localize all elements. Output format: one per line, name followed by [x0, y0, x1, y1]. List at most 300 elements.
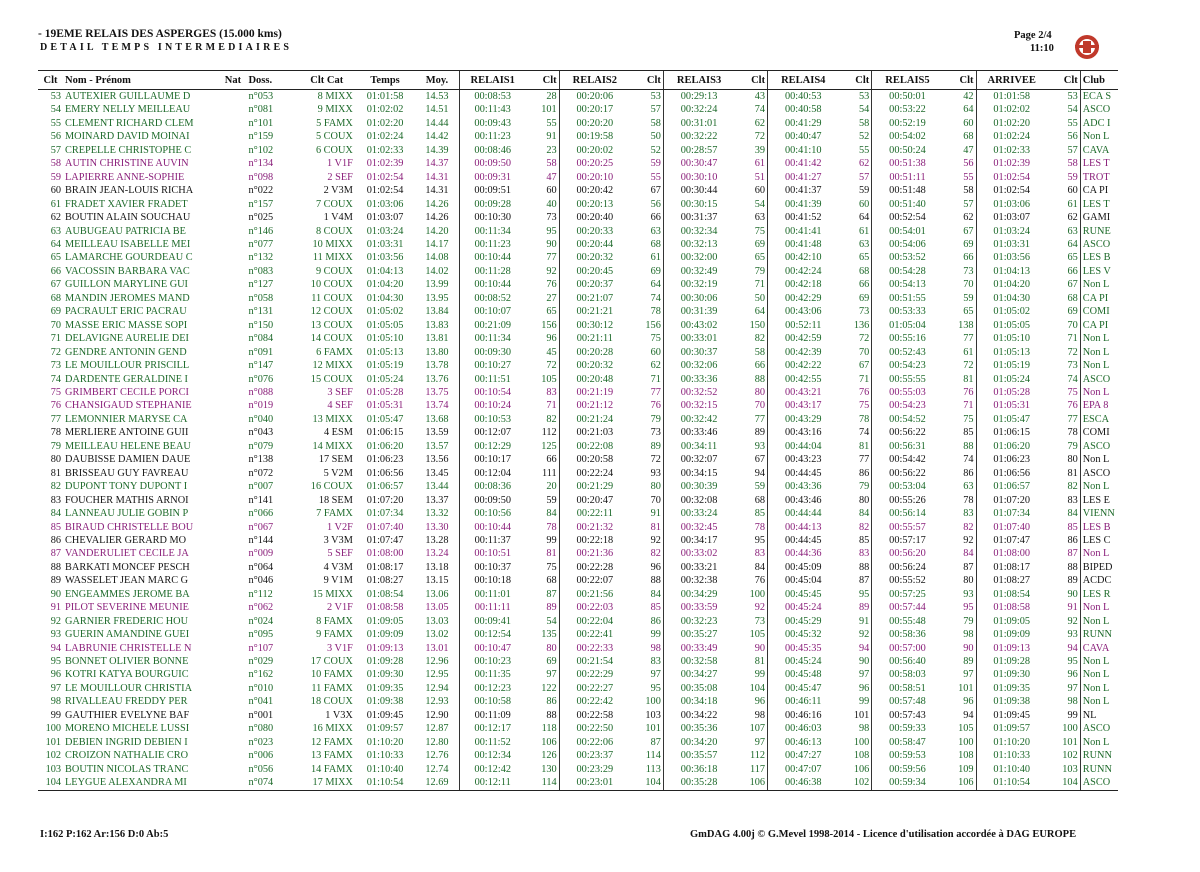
- table-cell: 78: [50, 427, 62, 439]
- table-cell: 01:09:57: [976, 722, 1047, 735]
- table-cell: 00:42:24: [768, 265, 839, 278]
- table-cell: RIVALLEAU FREDDY PER: [65, 696, 188, 708]
- table-cell: 00:21:36: [559, 547, 630, 560]
- table-cell: 90: [546, 238, 557, 250]
- table-cell: 14 MIXX: [312, 440, 353, 452]
- table-cell: 18 COUX: [310, 696, 353, 708]
- table-cell: 01:06:56: [366, 467, 404, 479]
- table-row: [38, 103, 1118, 116]
- table-cell: 94: [963, 709, 974, 721]
- table-cell: 00:34:27: [663, 668, 734, 681]
- table-row: [38, 278, 1118, 291]
- table-cell: 00:47:07: [768, 763, 839, 776]
- table-cell: 82: [546, 413, 557, 425]
- table-cell: 01:02:20: [366, 117, 404, 129]
- table-cell: 00:32:08: [663, 494, 734, 507]
- table-cell: 3 V3M: [323, 534, 353, 546]
- table-cell: n°150: [248, 319, 274, 331]
- table-cell: 00:59:33: [872, 722, 943, 735]
- table-cell: 01:05:02: [366, 306, 404, 318]
- table-cell: 00:22:41: [559, 628, 630, 641]
- table-cell: 00:10:18: [459, 574, 526, 587]
- table-cell: GAUTHIER EVELYNE BAF: [65, 709, 190, 721]
- table-cell: 01:05:05: [976, 319, 1047, 332]
- table-cell: 83: [859, 548, 870, 560]
- table-cell: 00:30:47: [663, 157, 734, 170]
- table-cell: 136: [853, 319, 870, 331]
- table-cell: [219, 668, 246, 681]
- table-cell: n°058: [248, 292, 274, 304]
- table-cell: 00:54:28: [872, 265, 943, 278]
- table-cell: 89: [650, 440, 661, 452]
- table-cell: 00:34:11: [663, 440, 734, 453]
- table-cell: 01:08:54: [976, 588, 1047, 601]
- table-cell: 00:10:56: [459, 507, 526, 520]
- table-cell: 13.24: [425, 548, 449, 560]
- table-cell: 83: [963, 508, 974, 520]
- table-cell: 63: [1067, 225, 1078, 237]
- table-cell: [219, 319, 246, 332]
- table-cell: 1 V2F: [327, 521, 353, 533]
- table-cell: 00:56:14: [872, 507, 943, 520]
- table-cell: 63: [650, 225, 661, 237]
- table-cell: PILOT SEVERINE MEUNIE: [65, 602, 189, 614]
- table-cell: 67: [650, 185, 661, 197]
- table-cell: [219, 507, 246, 520]
- table-cell: 01:02:20: [976, 117, 1047, 130]
- table-row: [38, 642, 1118, 655]
- table-cell: [219, 305, 246, 318]
- table-cell: 98: [50, 696, 62, 708]
- table-cell: 95: [963, 602, 974, 614]
- table-row: [38, 144, 1118, 157]
- table-cell: 00:58:51: [872, 682, 943, 695]
- table-row: [38, 682, 1118, 695]
- table-cell: 39: [754, 144, 766, 156]
- table-cell: 40: [546, 198, 557, 210]
- table-cell: 93: [754, 440, 766, 452]
- report-subtitle: DETAIL TEMPS INTERMEDIAIRES: [40, 42, 293, 53]
- table-cell: 00:22:58: [559, 709, 630, 722]
- table-cell: AUTIN CHRISTINE AUVIN: [65, 158, 189, 170]
- table-cell: 00:51:11: [872, 171, 943, 184]
- table-cell: 74: [754, 104, 766, 116]
- table-cell: LANNEAU JULIE GOBIN P: [65, 508, 189, 520]
- table-row: [38, 198, 1118, 211]
- table-cell: ECA S: [1080, 90, 1118, 104]
- table-cell: 84: [546, 508, 557, 520]
- table-cell: 13.32: [425, 508, 449, 520]
- table-cell: 00:44:36: [768, 547, 839, 560]
- table-cell: 68: [754, 494, 766, 506]
- table-cell: VACOSSIN BARBARA VAC: [65, 265, 190, 277]
- table-cell: DELAVIGNE AURELIE DEI: [65, 333, 189, 345]
- table-cell: [219, 642, 246, 655]
- table-cell: 01:06:23: [976, 453, 1047, 466]
- table-cell: 00:12:54: [459, 628, 526, 641]
- table-cell: 00:54:52: [872, 413, 943, 426]
- table-cell: 1 V1F: [327, 158, 353, 170]
- page-number: Page 2/4: [1014, 30, 1052, 41]
- table-cell: 00:10:53: [459, 413, 526, 426]
- table-cell: 101: [853, 709, 870, 721]
- table-cell: 78: [963, 494, 974, 506]
- table-cell: [219, 399, 246, 412]
- table-cell: 00:33:46: [663, 426, 734, 439]
- table-cell: 01:02:24: [976, 130, 1047, 143]
- table-row: [38, 319, 1118, 332]
- table-cell: 00:56:31: [872, 440, 943, 453]
- table-cell: MORENO MICHELE LUSSI: [65, 723, 190, 735]
- table-cell: 00:20:02: [559, 144, 630, 157]
- table-cell: 98: [963, 629, 974, 641]
- table-cell: 103: [645, 709, 661, 721]
- table-cell: 101: [645, 723, 661, 735]
- table-cell: 12.87: [425, 723, 449, 735]
- table-cell: LES E: [1080, 494, 1118, 507]
- table-cell: 81: [859, 440, 870, 452]
- table-cell: 5 V2M: [323, 467, 353, 479]
- table-cell: 5 COUX: [315, 131, 353, 143]
- table-cell: 13.44: [425, 481, 449, 493]
- table-cell: 86: [859, 467, 870, 479]
- table-cell: 01:09:05: [366, 615, 404, 627]
- table-cell: n°132: [248, 252, 274, 264]
- table-cell: [219, 480, 246, 493]
- table-cell: 60: [1067, 185, 1078, 197]
- table-cell: 104: [630, 776, 663, 790]
- table-cell: AUBUGEAU PATRICIA BE: [65, 225, 186, 237]
- table-cell: 00:45:24: [768, 655, 839, 668]
- table-cell: 00:20:42: [559, 184, 630, 197]
- table-cell: n°077: [248, 238, 274, 250]
- table-cell: 65: [546, 306, 557, 318]
- table-cell: 82: [1067, 481, 1078, 493]
- table-cell: 01:07:34: [976, 507, 1047, 520]
- table-cell: 14.31: [425, 185, 449, 197]
- table-cell: 00:09:28: [459, 198, 526, 211]
- table-cell: 10 COUX: [310, 279, 353, 291]
- table-cell: Non L: [1080, 359, 1118, 372]
- table-cell: 82: [754, 333, 766, 345]
- table-cell: 00:59:56: [872, 763, 943, 776]
- table-cell: 12 MIXX: [312, 360, 353, 372]
- table-row: [38, 534, 1118, 547]
- table-cell: 00:21:29: [559, 480, 630, 493]
- table-cell: 89: [963, 656, 974, 668]
- table-cell: 14.26: [425, 198, 449, 210]
- table-cell: 59: [50, 171, 62, 183]
- table-cell: 00:53:22: [872, 103, 943, 116]
- table-cell: 91: [859, 615, 870, 627]
- table-cell: 00:20:32: [559, 251, 630, 264]
- table-cell: 00:22:33: [559, 642, 630, 655]
- table-cell: 01:06:20: [976, 440, 1047, 453]
- table-cell: 13.83: [425, 319, 449, 331]
- table-row: [38, 184, 1118, 197]
- table-cell: 01:05:24: [976, 373, 1047, 386]
- table-cell: 00:21:11: [559, 332, 630, 345]
- table-cell: 01:02:24: [366, 131, 404, 143]
- table-cell: 00:33:36: [663, 373, 734, 386]
- table-cell: 156: [645, 319, 661, 331]
- table-cell: 00:32:38: [663, 574, 734, 587]
- table-cell: 68: [650, 238, 661, 250]
- table-cell: 00:30:15: [663, 198, 734, 211]
- table-cell: 13.30: [425, 521, 449, 533]
- table-cell: 5 SEF: [327, 548, 353, 560]
- table-cell: [219, 695, 246, 708]
- table-cell: DARDENTE GERALDINE I: [65, 373, 188, 385]
- table-cell: 82: [859, 521, 870, 533]
- table-cell: Non L: [1080, 601, 1118, 614]
- table-cell: 00:57:17: [872, 534, 943, 547]
- table-cell: 77: [963, 333, 974, 345]
- table-cell: 00:12:17: [459, 722, 526, 735]
- table-cell: 99: [754, 669, 766, 681]
- table-cell: 00:11:35: [459, 668, 526, 681]
- table-cell: LES T: [1080, 157, 1118, 170]
- table-cell: CHANSIGAUD STEPHANIE: [65, 400, 192, 412]
- table-cell: 59: [1067, 171, 1078, 183]
- col-header: RELAIS1: [459, 71, 526, 90]
- table-cell: LEYGUE ALEXANDRA MI: [63, 776, 219, 790]
- table-cell: 54: [859, 104, 870, 116]
- table-cell: n°079: [248, 440, 274, 452]
- table-cell: 00:35:57: [663, 749, 734, 762]
- table-cell: 00:21:24: [559, 413, 630, 426]
- table-cell: BIRAUD CHRISTELLE BOU: [65, 521, 194, 533]
- table-cell: 52: [650, 144, 661, 156]
- table-cell: 84: [754, 561, 766, 573]
- table-row: [38, 521, 1118, 534]
- table-cell: 00:55:03: [872, 386, 943, 399]
- col-header: Clt: [630, 71, 663, 90]
- table-cell: 01:02:54: [366, 171, 404, 183]
- table-cell: 00:53:33: [872, 305, 943, 318]
- table-cell: 14.42: [425, 131, 449, 143]
- table-cell: 57: [963, 198, 974, 210]
- table-cell: 114: [645, 750, 661, 762]
- table-row: [38, 668, 1118, 681]
- table-row: [38, 655, 1118, 668]
- table-cell: 63: [754, 212, 766, 224]
- table-cell: 55: [50, 117, 62, 129]
- table-cell: 88: [650, 575, 661, 587]
- table-cell: 00:45:29: [768, 615, 839, 628]
- table-cell: 00:35:36: [663, 722, 734, 735]
- table-cell: 00:33:02: [663, 547, 734, 560]
- table-cell: 72: [650, 454, 661, 466]
- table-cell: 00:21:19: [559, 386, 630, 399]
- table-cell: 69: [50, 306, 62, 318]
- table-cell: 00:09:50: [459, 157, 526, 170]
- table-cell: [219, 601, 246, 614]
- table-cell: 01:07:40: [366, 521, 404, 533]
- table-cell: 00:30:44: [663, 184, 734, 197]
- table-cell: 00:12:34: [459, 749, 526, 762]
- table-cell: 00:22:29: [559, 668, 630, 681]
- table-cell: 00:57:25: [872, 588, 943, 601]
- table-cell: 01:10:33: [976, 749, 1047, 762]
- table-cell: 88: [50, 561, 62, 573]
- table-cell: 86: [1067, 534, 1078, 546]
- table-cell: 13.84: [425, 306, 449, 318]
- table-cell: n°159: [248, 131, 274, 143]
- table-cell: 00:12:04: [459, 467, 526, 480]
- table-cell: 60: [546, 185, 557, 197]
- table-cell: 66: [754, 360, 766, 372]
- table-cell: 12.69: [415, 776, 459, 790]
- table-cell: 74: [963, 454, 974, 466]
- table-cell: 00:22:08: [559, 440, 630, 453]
- table-cell: Non L: [1080, 346, 1118, 359]
- table-cell: 00:54:01: [872, 225, 943, 238]
- table-cell: n°024: [248, 615, 274, 627]
- table-cell: [219, 426, 246, 439]
- table-cell: 00:10:47: [459, 642, 526, 655]
- table-cell: 78: [859, 413, 870, 425]
- table-cell: n°040: [248, 413, 274, 425]
- table-cell: 12 COUX: [310, 306, 353, 318]
- table-cell: 101: [958, 682, 974, 694]
- col-header: RELAIS4: [768, 71, 839, 90]
- table-cell: 00:20:32: [559, 359, 630, 372]
- table-cell: 68: [1067, 292, 1078, 304]
- table-cell: 92: [50, 615, 62, 627]
- table-cell: 00:52:54: [872, 211, 943, 224]
- table-cell: BONNET OLIVIER BONNE: [65, 656, 189, 668]
- table-cell: 01:09:28: [366, 656, 404, 668]
- table-cell: [219, 90, 246, 104]
- table-cell: 51: [754, 171, 766, 183]
- table-cell: 00:09:43: [459, 117, 526, 130]
- table-cell: 00:11:23: [459, 238, 526, 251]
- table-cell: Non L: [1080, 736, 1118, 749]
- table-cell: 81: [1067, 467, 1078, 479]
- table-cell: 56: [50, 131, 62, 143]
- table-cell: 76: [650, 400, 661, 412]
- table-cell: 14.26: [425, 212, 449, 224]
- table-cell: 58: [650, 117, 661, 129]
- table-cell: 95: [650, 682, 661, 694]
- table-row: [38, 373, 1118, 386]
- table-cell: 86: [963, 467, 974, 479]
- table-cell: TROT: [1080, 171, 1118, 184]
- table-cell: 99: [50, 709, 62, 721]
- table-cell: 01:02:54: [976, 171, 1047, 184]
- table-cell: 00:11:43: [459, 103, 526, 116]
- table-cell: 12.76: [425, 750, 449, 762]
- table-cell: 90: [754, 642, 766, 654]
- table-cell: 6 FAMX: [316, 346, 353, 358]
- table-cell: 00:30:37: [663, 346, 734, 359]
- table-cell: 56: [1067, 131, 1078, 143]
- table-cell: 94: [50, 642, 62, 654]
- table-row: [38, 251, 1118, 264]
- table-cell: 57: [50, 144, 62, 156]
- table-cell: 00:11:23: [459, 130, 526, 143]
- table-cell: 74: [650, 292, 661, 304]
- table-cell: 112: [750, 750, 766, 762]
- table-row: [38, 359, 1118, 372]
- table-cell: 16 MIXX: [312, 723, 353, 735]
- table-cell: LAPIERRE ANNE-SOPHIE: [65, 171, 185, 183]
- table-cell: 00:11:34: [459, 332, 526, 345]
- table-cell: 60: [754, 185, 766, 197]
- table-cell: 00:21:32: [559, 521, 630, 534]
- table-cell: 14 FAMX: [310, 763, 353, 775]
- table-cell: 67: [963, 225, 974, 237]
- table-cell: 63: [50, 225, 62, 237]
- table-cell: 94: [1067, 642, 1078, 654]
- table-cell: 60: [859, 198, 870, 210]
- table-cell: 54: [754, 198, 766, 210]
- table-cell: 23: [546, 144, 557, 156]
- table-cell: 00:44:13: [768, 521, 839, 534]
- table-cell: 12.74: [425, 763, 449, 775]
- table-cell: 69: [754, 238, 766, 250]
- table-cell: 01:10:20: [976, 736, 1047, 749]
- table-cell: 87: [963, 561, 974, 573]
- table-cell: 00:20:17: [559, 103, 630, 116]
- col-header: Nom - Prénom: [63, 71, 219, 90]
- table-cell: [219, 547, 246, 560]
- table-cell: 00:33:59: [663, 601, 734, 614]
- table-cell: 13.15: [425, 575, 449, 587]
- table-cell: 01:03:56: [976, 251, 1047, 264]
- table-cell: 90: [50, 588, 62, 600]
- table-cell: 00:11:37: [459, 534, 526, 547]
- table-cell: 27: [546, 292, 557, 304]
- table-cell: 00:09:30: [459, 346, 526, 359]
- table-cell: 00:58:47: [872, 736, 943, 749]
- table-cell: 00:10:24: [459, 399, 526, 412]
- table-cell: [219, 561, 246, 574]
- table-cell: 00:31:01: [663, 117, 734, 130]
- table-cell: 104: [38, 776, 63, 790]
- table-cell: 01:03:31: [976, 238, 1047, 251]
- table-cell: 01:06:23: [366, 454, 404, 466]
- table-cell: 01:02:39: [366, 158, 404, 170]
- table-cell: 00:42:39: [768, 346, 839, 359]
- table-cell: n°019: [248, 400, 274, 412]
- table-cell: 45: [546, 346, 557, 358]
- table-cell: 156: [541, 319, 557, 331]
- table-cell: 00:50:24: [872, 144, 943, 157]
- table-cell: 79: [650, 413, 661, 425]
- table-cell: 73: [546, 212, 557, 224]
- table-cell: 93: [963, 588, 974, 600]
- table-cell: 00:23:37: [559, 749, 630, 762]
- table-cell: n°083: [248, 265, 274, 277]
- table-cell: 14.44: [425, 117, 449, 129]
- col-header: Clt Cat: [299, 71, 355, 90]
- table-cell: 00:09:41: [459, 615, 526, 628]
- table-cell: 55: [963, 171, 974, 183]
- table-cell: 72: [754, 131, 766, 143]
- table-cell: 92: [859, 629, 870, 641]
- table-cell: 00:47:27: [768, 749, 839, 762]
- table-cell: 00:11:11: [459, 601, 526, 614]
- table-cell: 85: [754, 508, 766, 520]
- table-cell: 93: [650, 467, 661, 479]
- table-cell: 6 COUX: [315, 144, 353, 156]
- table-cell: [219, 615, 246, 628]
- table-cell: GENDRE ANTONIN GEND: [65, 346, 187, 358]
- table-cell: 75: [859, 400, 870, 412]
- table-cell: 13.02: [425, 629, 449, 641]
